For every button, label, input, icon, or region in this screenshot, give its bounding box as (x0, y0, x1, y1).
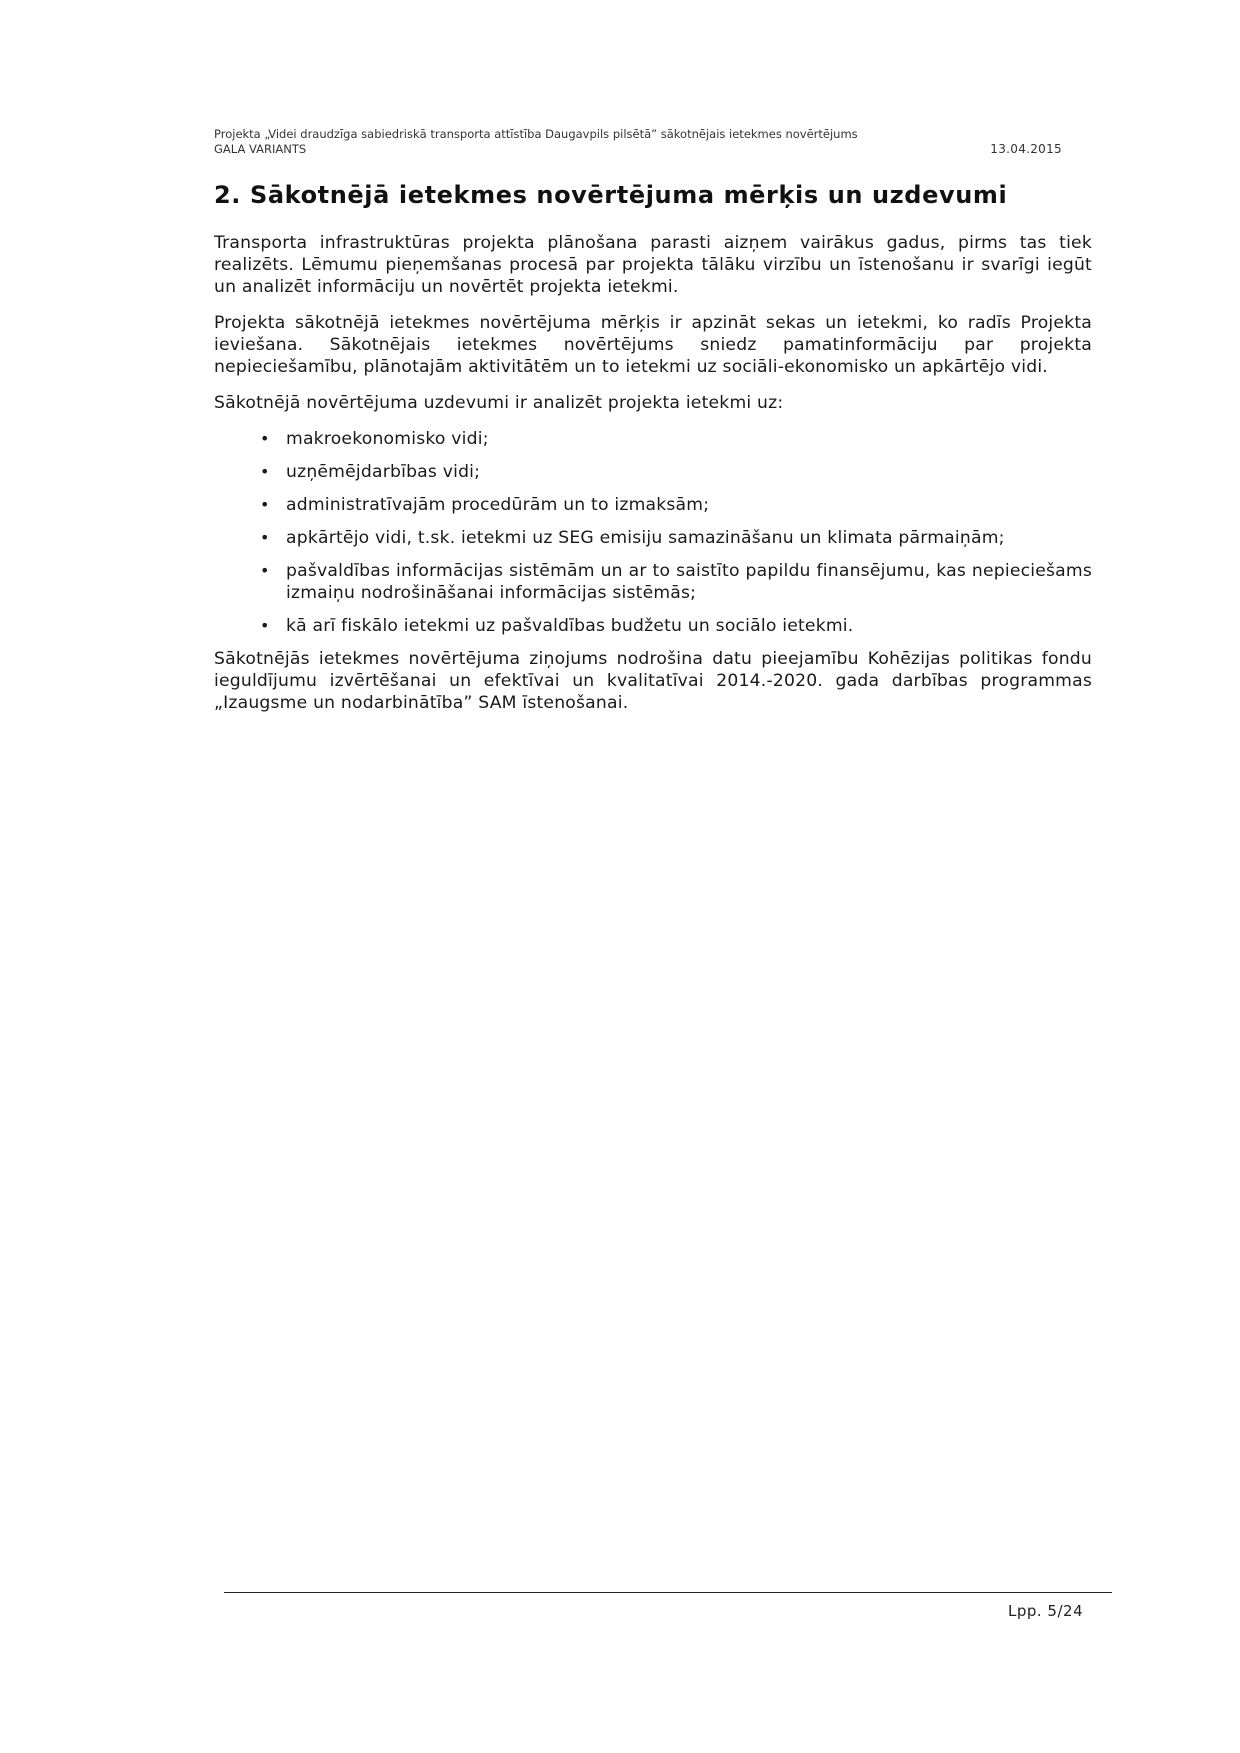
list-item (214, 615, 1092, 637)
paragraph-tasks-lead: Sākotnējā novērtējuma uzdevumi ir analizēt projekta ietekmi uz: (214, 393, 784, 413)
list-item (214, 428, 1092, 450)
bullet-icon: • (260, 495, 270, 514)
list-item-text: administratīvajām procedūrām un to izmaksām; (286, 495, 710, 515)
paragraph-closing: Sākotnējās ietekmes novērtējuma ziņojums nodrošina datu pieejamību Kohēzijas politikas fondu ieguldījumu izvērtēšanai un efektīvai un kvalitatīvai 2014.-2020. gada darbības programmas „Izaugsme un nodarbinātība” SAM īstenošanai. (214, 649, 1092, 713)
bullet-icon: • (260, 462, 270, 481)
list-item (214, 560, 1092, 604)
list-item-text: kā arī fiskālo ietekmi uz pašvaldības budžetu un sociālo ietekmi. (286, 616, 854, 636)
list-item-text: makroekonomisko vidi; (286, 429, 489, 449)
list-item-text: uzņēmējdarbības vidi; (286, 462, 481, 482)
list-item-text: pašvaldības informācijas sistēmām un ar to saistīto papildu finansējumu, kas nepieciešams izmaiņu nodrošināšanai informācijas sistēmās; (286, 561, 1092, 603)
list-item (214, 527, 1092, 549)
page-header (214, 127, 1062, 157)
header-row (214, 142, 1062, 157)
paragraph-intro: Transporta infrastruktūras projekta plānošana parasti aizņem vairākus gadus, pirms tas tiek realizēts. Lēmumu pieņemšanas procesā par projekta tālāku virzību un īstenošanu ir svarīgi iegūt un analizēt informāciju un novērtēt projekta ietekmi. (214, 233, 1092, 297)
section-heading: 2. Sākotnējā ietekmes novērtējuma mērķis un uzdevumi (214, 181, 1008, 209)
header-title: Projekta „Videi draudzīga sabiedriskā transporta attīstība Daugavpils pilsētā” sākotnējais ietekmes novērtējums (214, 127, 858, 141)
header-date: 13.04.2015 (990, 142, 1062, 156)
list-item (214, 461, 1092, 483)
task-list (214, 428, 1092, 637)
section-body (214, 232, 1092, 728)
paragraph-goal: Projekta sākotnējā ietekmes novērtējuma mērķis ir apzināt sekas un ietekmi, ko radīs Projekta ieviešana. Sākotnējais ietekmes novērtējums sniedz pamatinformāciju par projekta nepieciešamību, plānotajām aktivitātēm un to ietekmi uz sociāli-ekonomisko un apkārtējo vidi. (214, 313, 1092, 377)
header-variant: GALA VARIANTS (214, 142, 307, 156)
page-number: Lpp. 5/24 (1008, 1602, 1084, 1620)
list-item (214, 494, 1092, 516)
footer-divider (224, 1592, 1112, 1593)
bullet-icon: • (260, 561, 270, 580)
bullet-icon: • (260, 429, 270, 448)
bullet-icon: • (260, 528, 270, 547)
bullet-icon: • (260, 616, 270, 635)
list-item-text: apkārtējo vidi, t.sk. ietekmi uz SEG emisiju samazināšanu un klimata pārmaiņām; (286, 528, 1005, 548)
